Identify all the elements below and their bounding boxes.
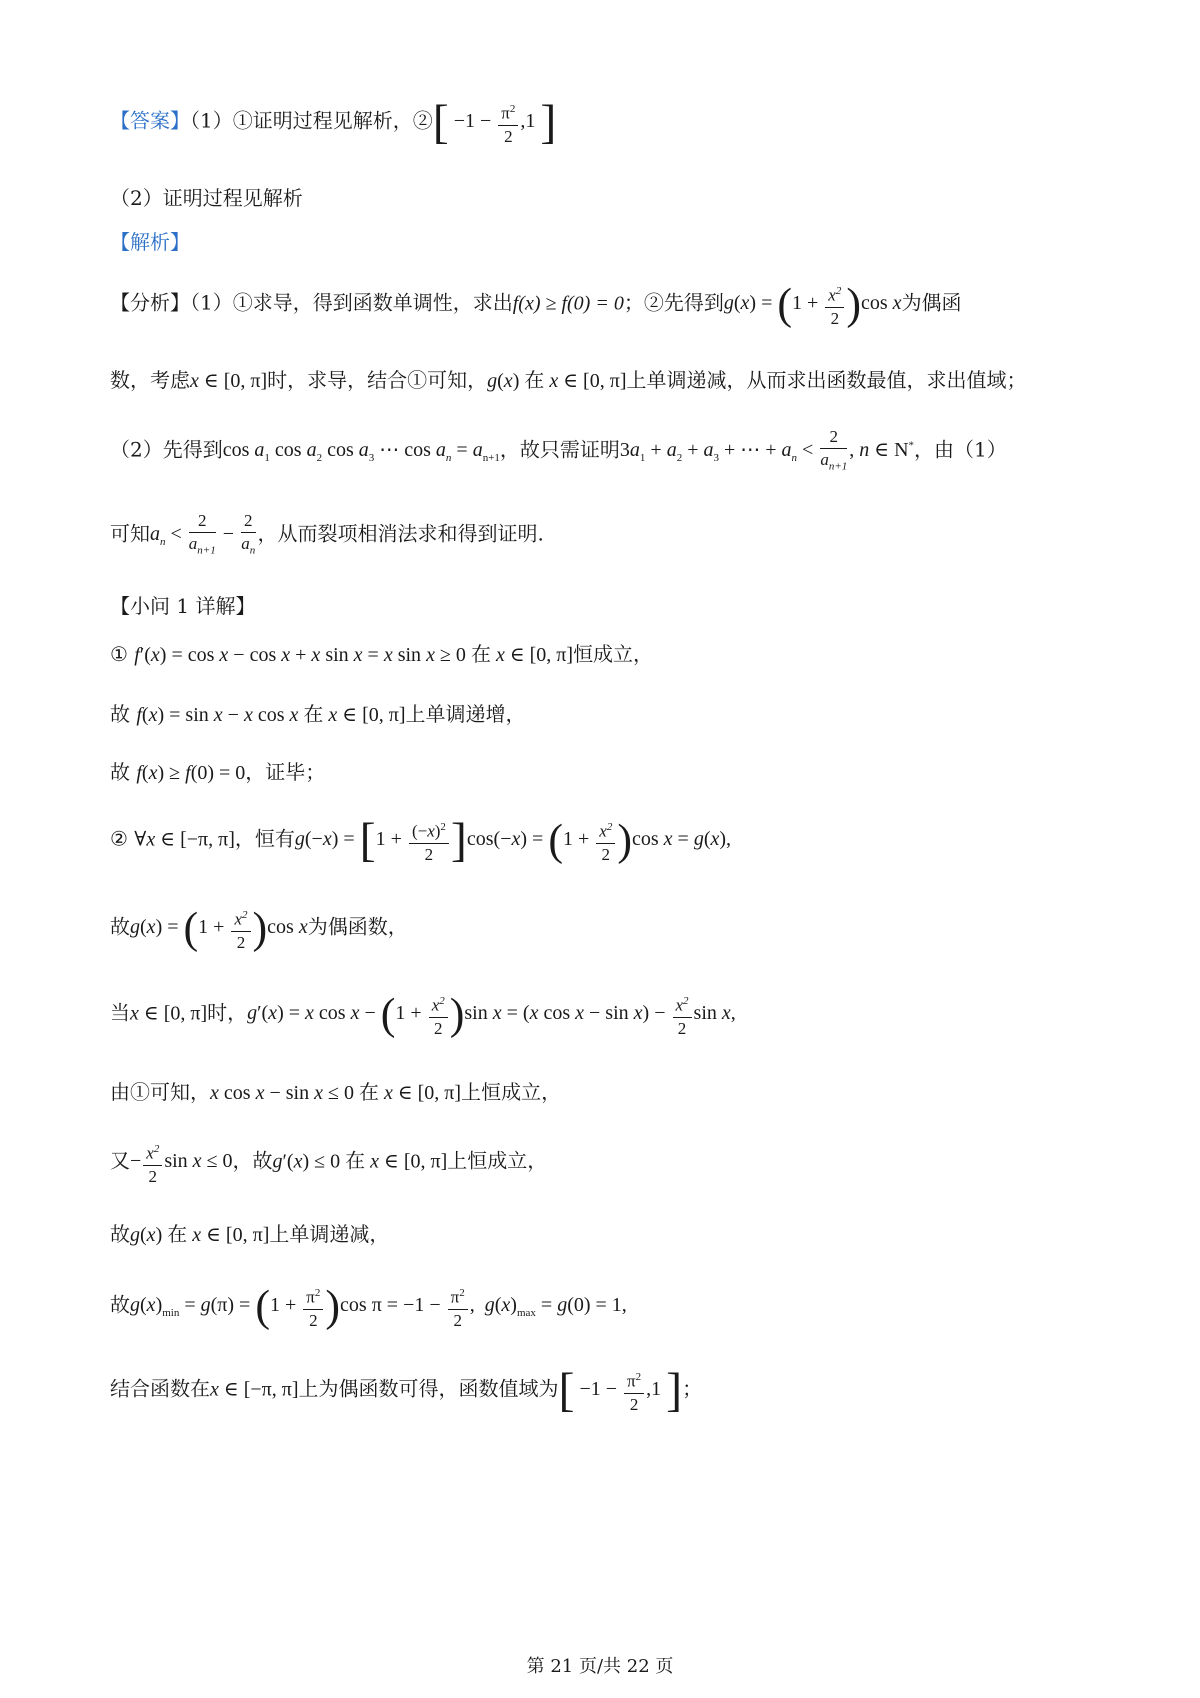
step-text: 在 xyxy=(167,1222,188,1246)
answer-line-1 xyxy=(110,95,557,149)
step-text: ，故 xyxy=(232,1148,273,1173)
fenxi-text: ；②先得到 xyxy=(623,290,724,315)
math: x ∈ [0, π] xyxy=(130,1002,208,1025)
step-text: 在 xyxy=(358,1080,379,1104)
step-text: 故 xyxy=(110,1292,130,1317)
math: x ∈ [0, π] xyxy=(549,370,627,392)
math: g′(x) ≤ 0 xyxy=(272,1150,346,1173)
fenxi-line-2 xyxy=(110,364,1026,393)
fenxi-line-4 xyxy=(110,510,544,561)
math: $3a_1 + a_2 + a_3$ + ⋯ + $a_n$ < $\frac{2}{a_{n+1}}$ , n ∈ N* xyxy=(619,427,915,473)
step-text: 故 xyxy=(110,914,130,939)
math: x ∈ [−π, π] xyxy=(210,1378,299,1401)
math: x ∈ [0, π] xyxy=(383,1082,462,1104)
step-text: ，证毕； xyxy=(245,760,326,784)
answer-range: [ −1 − $\frac{\pi^2}{2}$ ,1 ] xyxy=(432,95,557,149)
math: ∀x ∈ [−π, π] xyxy=(134,828,235,851)
step-text: 由①可知， xyxy=(110,1080,210,1104)
fenxi-text: ，从而裂项相消法求和得到证明. xyxy=(257,521,544,546)
step-3 xyxy=(110,756,325,785)
fenxi-text: 上单调递减，从而求出函数最值，求出值域； xyxy=(626,368,1027,392)
step-text: 上恒成立， xyxy=(447,1148,548,1173)
math: g(x) = (1 + $\frac{x^2}{2}$ )cos x xyxy=(130,903,308,953)
step-text: 在 xyxy=(345,1148,366,1173)
math: − $\frac{x^2}{2}$ sin x ≤ 0 xyxy=(130,1150,233,1172)
math-range: [ −1 − $\frac{\pi^2}{2}$ ,1 ] xyxy=(558,1363,683,1417)
step-text: 又 xyxy=(110,1148,130,1173)
math: $a_n$ < $\frac{2}{a_{n+1}}$ − $\frac{2}{a_n}$ xyxy=(150,511,256,557)
math: f′(x) = cos x − cos x + x sin x = x sin x ≥ 0 xyxy=(134,644,471,666)
fenxi-text: ，由（1） xyxy=(914,437,1007,462)
math: $g(x)_{min} = g(\pi) = (1$ + $\frac{\pi^2}{2}$ )cos π = −1 − $\frac{\pi^2}{2}$ , $g(x)_{max} = g(0) = 1$, xyxy=(130,1281,627,1331)
step-text: 上为偶函数可得，函数值域为 xyxy=(298,1376,559,1401)
answer-tag: 【答案】 xyxy=(110,108,190,133)
fenxi-text: 在 xyxy=(524,368,545,392)
page-footer: 第 21 页/共 22 页 xyxy=(526,1656,674,1677)
step-text: 在 xyxy=(303,702,324,726)
math: x ∈ [0, π] xyxy=(190,370,268,392)
step-text: 时， xyxy=(207,1000,248,1025)
step-text: ； xyxy=(682,1376,703,1401)
fenxi-line-1 xyxy=(110,280,962,330)
step-9 xyxy=(110,1218,389,1247)
step-text: 在 xyxy=(470,642,491,666)
fenxi-text: ，故只需证明 xyxy=(499,437,620,462)
step-11 xyxy=(110,1363,703,1417)
math: g′(x) = x cos x − (1 + $\frac{x^2}{2}$ )sin x = (x cos x − sin x) − $\frac{x^2}{2}$ sin x, xyxy=(247,989,736,1039)
math: g(−x) = [1 + $\frac{(-x)^2}{2}$ ]cos(−x) = (1 + $\frac{x^2}{2}$ )cos x = g(x), xyxy=(294,813,732,867)
step-4 xyxy=(110,813,732,867)
math: g(x) xyxy=(487,370,525,392)
fenxi-text: 为偶函 xyxy=(901,290,962,315)
fenxi-text: 时，求导，结合①可知， xyxy=(267,368,488,392)
step-7 xyxy=(110,1076,561,1105)
step-text: 上单调递增， xyxy=(405,702,526,726)
step-5 xyxy=(110,904,408,954)
step-8 xyxy=(110,1138,547,1188)
fenxi-text: 可知 xyxy=(110,521,150,546)
step-2 xyxy=(110,698,526,727)
math: x ∈ [0, π] xyxy=(192,1224,270,1246)
fenxi-text: （1）①求导，得到函数单调性，求出 xyxy=(190,290,513,315)
fenxi-tag: 【分析】 xyxy=(110,290,190,315)
answer-part1: （1）①证明过程见解析，② xyxy=(190,108,433,133)
step-text: 故 xyxy=(110,1222,130,1246)
math: f(x) ≥ f(0) = 0 xyxy=(136,762,246,784)
math: x ∈ [0, π] xyxy=(495,644,574,666)
step-text: 为偶函数， xyxy=(307,914,408,939)
step-text: ① xyxy=(110,642,135,666)
math: x ∈ [0, π] xyxy=(370,1150,448,1173)
answer-line-2: （2）证明过程见解析 xyxy=(110,186,303,210)
q1-tag: 【小问 1 详解】 xyxy=(110,594,256,618)
analysis-tag: 【解析】 xyxy=(110,230,190,254)
fenxi-text: （2）先得到 xyxy=(110,437,223,462)
math: g(x) xyxy=(130,1224,168,1246)
step-text: 上单调递减， xyxy=(269,1222,390,1246)
fenxi-text: 数，考虑 xyxy=(110,368,190,392)
step-text: 上恒成立， xyxy=(461,1080,562,1104)
math: x ∈ [0, π] xyxy=(328,704,406,726)
step-text: ② xyxy=(110,826,135,851)
step-text: 故 xyxy=(110,760,137,784)
step-text: 结合函数在 xyxy=(110,1376,210,1401)
step-10 xyxy=(110,1282,627,1332)
step-1 xyxy=(110,638,653,667)
math-ineq: f(x) ≥ f(0) = 0 xyxy=(512,292,624,315)
math: x cos x − sin x ≤ 0 xyxy=(210,1082,359,1104)
step-text: 当 xyxy=(110,1000,130,1025)
step-text: ，恒有 xyxy=(234,826,295,851)
step-text: 故 xyxy=(110,702,137,726)
math: f(x) = sin x − x cos x xyxy=(136,704,299,726)
math-g: g(x) = (1 + $\frac{x^2}{2}$ )cos x xyxy=(723,279,902,329)
math: $\cos a_1$ $\cos a_2$ $\cos a_3$ ⋯ $\cos a_n = a_{n+1}$ xyxy=(222,439,500,465)
fenxi-line-3 xyxy=(110,426,1007,477)
step-6 xyxy=(110,990,736,1040)
step-text: 恒成立， xyxy=(573,642,654,666)
